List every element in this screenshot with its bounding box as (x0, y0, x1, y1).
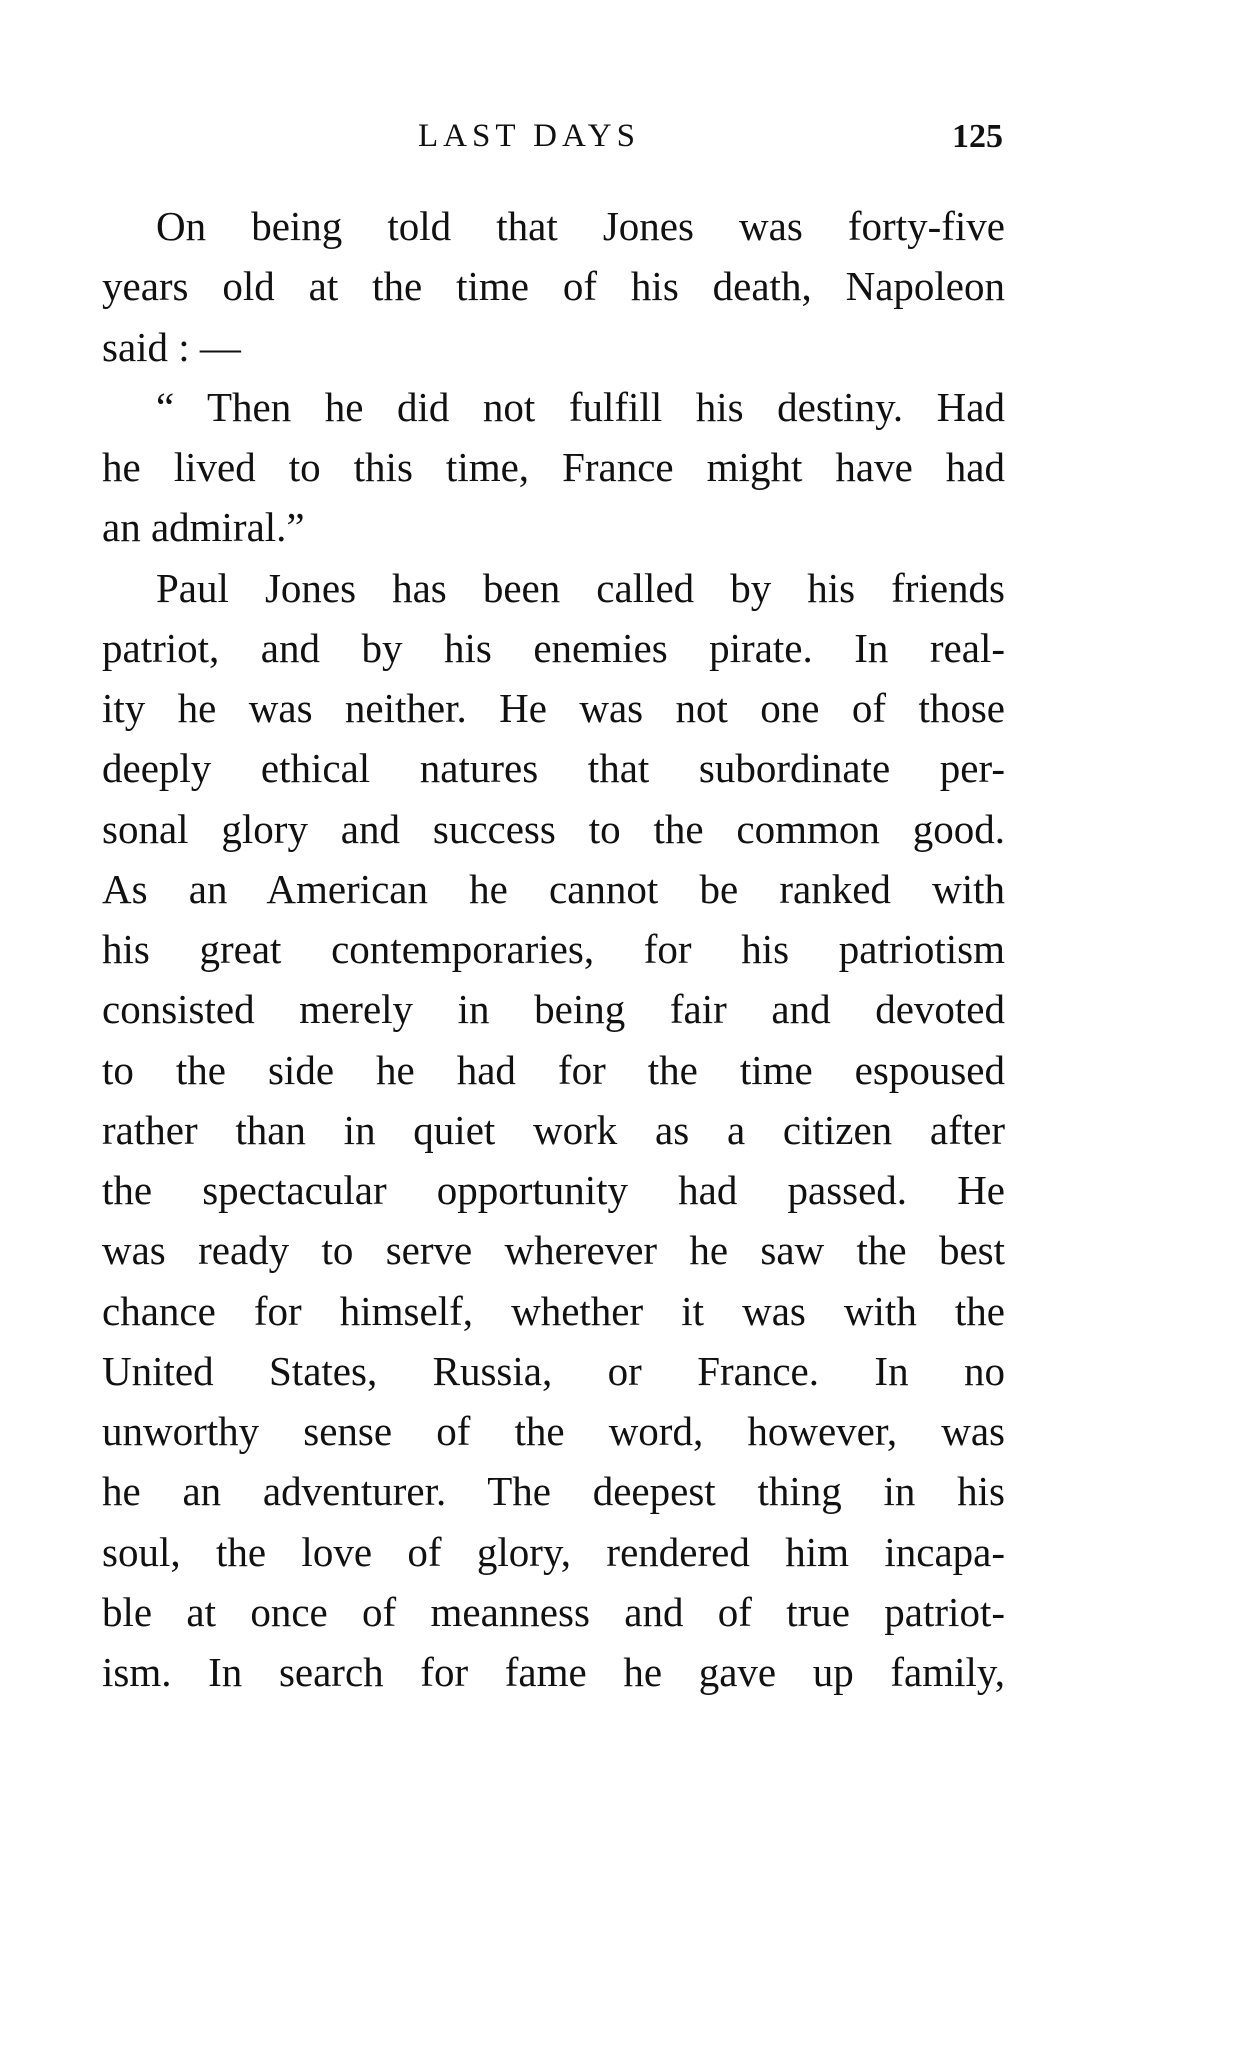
text-line: the spectacular opportunity had passed. He (102, 1167, 1005, 1213)
text-line: his great contemporaries, for his patriotism (102, 926, 1005, 972)
text-line: said : — (102, 323, 241, 370)
text-line: rather than in quiet work as a citizen after (102, 1106, 1005, 1153)
text-line: years old at the time of his death, Napoleon (102, 263, 1005, 310)
running-head: LAST DAYS (418, 118, 640, 154)
text-line: United States, Russia, or France. In no (102, 1347, 1005, 1394)
text-line: ble at once of meanness and of true patriot- (102, 1588, 1005, 1635)
text-line: was ready to serve wherever he saw the best (102, 1227, 1005, 1274)
text-line: deeply ethical natures that subordinate per- (102, 745, 1005, 792)
text-line: consisted merely in being fair and devoted (102, 986, 1005, 1033)
text-line: he an adventurer. The deepest thing in his (102, 1468, 1005, 1515)
text-line: unworthy sense of the word, however, was (102, 1408, 1005, 1454)
text-line: ity he was neither. He was not one of those (102, 685, 1005, 731)
text-line: he lived to this time, France might have had (102, 444, 1005, 490)
text-line: Paul Jones has been called by his friends (156, 564, 1005, 611)
text-line: an admiral.” (102, 504, 305, 551)
text-line: ism. In search for fame he gave up family, (102, 1649, 1005, 1695)
text-line: sonal glory and success to the common good. (102, 805, 1005, 852)
text-line: to the side he had for the time espoused (102, 1046, 1005, 1093)
text-line: On being told that Jones was forty-five (156, 203, 1005, 249)
text-line: chance for himself, whether it was with the (102, 1287, 1005, 1334)
text-line: “ Then he did not fulfill his destiny. Had (156, 383, 1005, 430)
text-line: soul, the love of glory, rendered him incapa- (102, 1528, 1005, 1575)
text-line: patriot, and by his enemies pirate. In real- (102, 624, 1005, 671)
body-text (102, 196, 1005, 1702)
page-number: 125 (952, 118, 1003, 155)
text-line: As an American he cannot be ranked with (102, 865, 1005, 912)
